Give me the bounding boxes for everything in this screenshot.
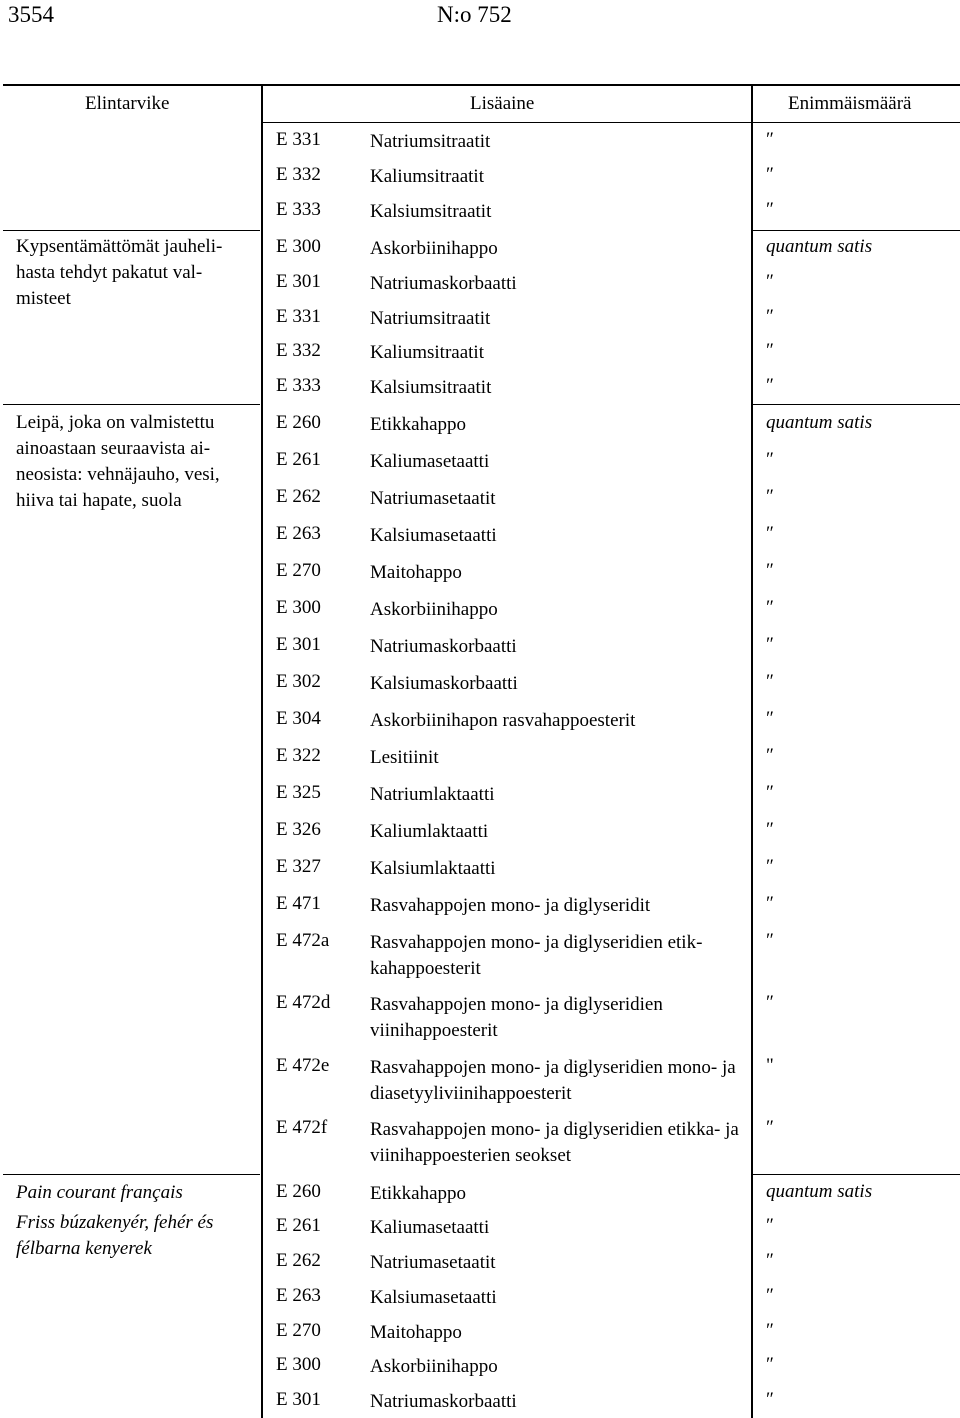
max-amount: ″ (766, 340, 774, 361)
food-text-line: félbarna kenyerek (16, 1238, 152, 1259)
additive-name: Kaliumsitraatit (370, 342, 484, 363)
additive-code: E 270 (276, 560, 321, 581)
food-text-line: neosista: vehnäjauho, vesi, (16, 464, 220, 485)
additive-name: Kaliumasetaatti (370, 451, 490, 472)
table-row (276, 671, 960, 701)
additive-name: Maitohappo (370, 562, 462, 583)
additive-name: Rasvahappojen mono- ja diglyseridien etik-kahappoesterit (370, 932, 703, 979)
max-amount: ″ (766, 486, 774, 507)
table-top-rule (3, 84, 960, 86)
max-amount: ″ (766, 671, 774, 692)
max-amount: quantum satis (766, 1181, 873, 1202)
additive-name: Maitohappo (370, 1322, 462, 1343)
column-divider-left (261, 84, 263, 1418)
additive-name: Rasvahappojen mono- ja diglyseridien etikka- ja viinihappoesterien seokset (370, 1119, 739, 1166)
max-amount: ″ (766, 856, 774, 877)
food-text-line: ainoastaan seuraavista ai- (16, 438, 211, 459)
additive-name: Kaliumlaktaatti (370, 821, 489, 842)
table-row (276, 164, 960, 194)
column-header-additive: Lisäaine (470, 93, 535, 114)
table-row (276, 199, 960, 229)
food-text-line: Kypsentämättömät jauheli- (16, 236, 223, 257)
group-separator (752, 230, 960, 231)
max-amount: ″ (766, 782, 774, 803)
table-row (276, 1250, 960, 1280)
table-row (276, 597, 960, 627)
max-amount: ″ (766, 164, 774, 185)
additive-name: Askorbiinihappo (370, 1356, 498, 1377)
document-number: N:o 752 (437, 2, 512, 27)
table-row (276, 1181, 960, 1211)
max-amount: ″ (766, 1389, 774, 1410)
additive-name: Natriumsitraatit (370, 308, 491, 329)
additive-name: Rasvahappojen mono- ja diglyseridit (370, 895, 651, 916)
additive-code: E 300 (276, 597, 321, 618)
additive-name: Rasvahappojen mono- ja diglyseridien mono- ja diasetyyliviinihappoesterit (370, 1057, 736, 1104)
max-amount: ″ (766, 1117, 774, 1138)
max-amount: ″ (766, 1285, 774, 1306)
column-header-food: Elintarvike (85, 93, 170, 114)
additive-code: E 332 (276, 164, 321, 185)
max-amount: ″ (766, 271, 774, 292)
food-text-line: hiiva tai hapate, suola (16, 490, 182, 511)
table-row (276, 708, 960, 738)
additive-code: E 261 (276, 449, 321, 470)
food-cell-group-2 (16, 234, 256, 312)
additive-name: Natriumaskorbaatti (370, 273, 517, 294)
additive-code: E 301 (276, 271, 321, 292)
table-row (276, 560, 960, 590)
max-amount: ″ (766, 745, 774, 766)
additive-code: E 300 (276, 1354, 321, 1375)
max-amount: ″ (766, 819, 774, 840)
max-amount: ″ (766, 992, 774, 1013)
table-row (276, 523, 960, 553)
additive-name: Etikkahappo (370, 414, 467, 435)
food-text-line: misteet (16, 288, 71, 309)
additive-name: Kaliumasetaatti (370, 1217, 490, 1238)
food-cell-group-3 (16, 410, 256, 514)
max-amount: ″ (766, 597, 774, 618)
max-amount: ″ (766, 1215, 774, 1236)
additive-name: Askorbiinihappo (370, 238, 498, 259)
food-text-line: Pain courant français (16, 1182, 183, 1203)
additive-name: Kalsiumaskorbaatti (370, 673, 518, 694)
table-row (276, 1320, 960, 1350)
max-amount: ″ (766, 893, 774, 914)
additive-code: E 322 (276, 745, 321, 766)
column-header-max: Enimmäismäärä (788, 93, 912, 114)
additive-code: E 472f (276, 1117, 328, 1138)
table-row (276, 375, 960, 405)
additive-name: Natriumaskorbaatti (370, 1391, 517, 1412)
max-amount: ″ (766, 1250, 774, 1271)
additive-name: Natriumsitraatit (370, 131, 491, 152)
food-text-line: Friss búzakenyér, fehér és (16, 1212, 214, 1233)
additive-name: Natriumasetaatit (370, 488, 496, 509)
max-amount: ″ (766, 375, 774, 396)
additive-code: E 333 (276, 375, 321, 396)
table-row (276, 1389, 960, 1417)
table-row (276, 340, 960, 370)
max-amount: ″ (766, 523, 774, 544)
additive-code: E 263 (276, 1285, 321, 1306)
additive-code: E 302 (276, 671, 321, 692)
max-amount: quantum satis (766, 412, 873, 433)
additive-code: E 301 (276, 1389, 321, 1410)
additive-name: Askorbiinihapon rasvahappoesterit (370, 710, 636, 731)
max-amount: ″ (766, 1320, 774, 1341)
additive-code: E 472d (276, 992, 331, 1013)
table-row (276, 271, 960, 301)
additive-code: E 263 (276, 523, 321, 544)
additive-name: Kalsiumlaktaatti (370, 858, 496, 879)
additive-name: Natriumasetaatit (370, 1252, 496, 1273)
table-row (276, 856, 960, 886)
max-amount: quantum satis (766, 236, 873, 257)
additive-code: E 472e (276, 1055, 330, 1076)
additive-name: Kalsiumasetaatti (370, 1287, 497, 1308)
table-row (276, 992, 960, 1048)
max-amount: ″ (766, 449, 774, 470)
additive-code: E 471 (276, 893, 321, 914)
additive-name: Lesitiinit (370, 747, 439, 768)
table-row (276, 1055, 960, 1111)
additive-code: E 331 (276, 306, 321, 327)
additive-code: E 261 (276, 1215, 321, 1236)
max-amount: " (766, 1055, 774, 1076)
additive-code: E 326 (276, 819, 321, 840)
additive-code: E 333 (276, 199, 321, 220)
additive-name: Askorbiinihappo (370, 599, 498, 620)
max-amount: ″ (766, 1354, 774, 1375)
header-bottom-rule (263, 122, 960, 123)
food-cell-group-4 (16, 1180, 256, 1262)
table-row (276, 1117, 960, 1173)
additive-code: E 331 (276, 129, 321, 150)
table-row (276, 819, 960, 849)
additive-name: Natriumlaktaatti (370, 784, 495, 805)
additive-name: Etikkahappo (370, 1183, 467, 1204)
max-amount: ″ (766, 560, 774, 581)
group-separator (3, 1174, 260, 1175)
additive-code: E 472a (276, 930, 330, 951)
table-row (276, 1215, 960, 1245)
table-row (276, 236, 960, 266)
additive-name: Kalsiumsitraatit (370, 377, 492, 398)
additive-code: E 300 (276, 236, 321, 257)
additive-code: E 332 (276, 340, 321, 361)
table-row (276, 129, 960, 159)
table-row (276, 449, 960, 479)
additive-code: E 327 (276, 856, 321, 877)
additive-code: E 304 (276, 708, 321, 729)
table-row (276, 1285, 960, 1315)
table-row (276, 745, 960, 775)
food-text-line: Leipä, joka on valmistettu (16, 412, 215, 433)
additive-name: Kaliumsitraatit (370, 166, 484, 187)
table-row (276, 1354, 960, 1384)
additive-code: E 262 (276, 1250, 321, 1271)
page-number: 3554 (8, 2, 54, 27)
table-row (276, 930, 960, 986)
additive-name: Kalsiumsitraatit (370, 201, 492, 222)
group-separator (3, 404, 260, 405)
group-separator (3, 230, 260, 231)
max-amount: ″ (766, 306, 774, 327)
max-amount: ″ (766, 930, 774, 951)
max-amount: ″ (766, 129, 774, 150)
group-separator (752, 1174, 960, 1175)
additive-name: Rasvahappojen mono- ja diglyseridien viinihappoesterit (370, 994, 663, 1041)
additive-code: E 325 (276, 782, 321, 803)
additive-name: Kalsiumasetaatti (370, 525, 497, 546)
table-row (276, 412, 960, 442)
additive-code: E 260 (276, 412, 321, 433)
table-row (276, 893, 960, 923)
additive-code: E 262 (276, 486, 321, 507)
food-text-line: hasta tehdyt pakatut val- (16, 262, 203, 283)
additive-code: E 301 (276, 634, 321, 655)
table-row (276, 486, 960, 516)
max-amount: ″ (766, 199, 774, 220)
additive-code: E 270 (276, 1320, 321, 1341)
max-amount: ″ (766, 634, 774, 655)
table-row (276, 782, 960, 812)
table-row (276, 634, 960, 664)
max-amount: ″ (766, 708, 774, 729)
table-row (276, 306, 960, 336)
additive-name: Natriumaskorbaatti (370, 636, 517, 657)
additive-code: E 260 (276, 1181, 321, 1202)
